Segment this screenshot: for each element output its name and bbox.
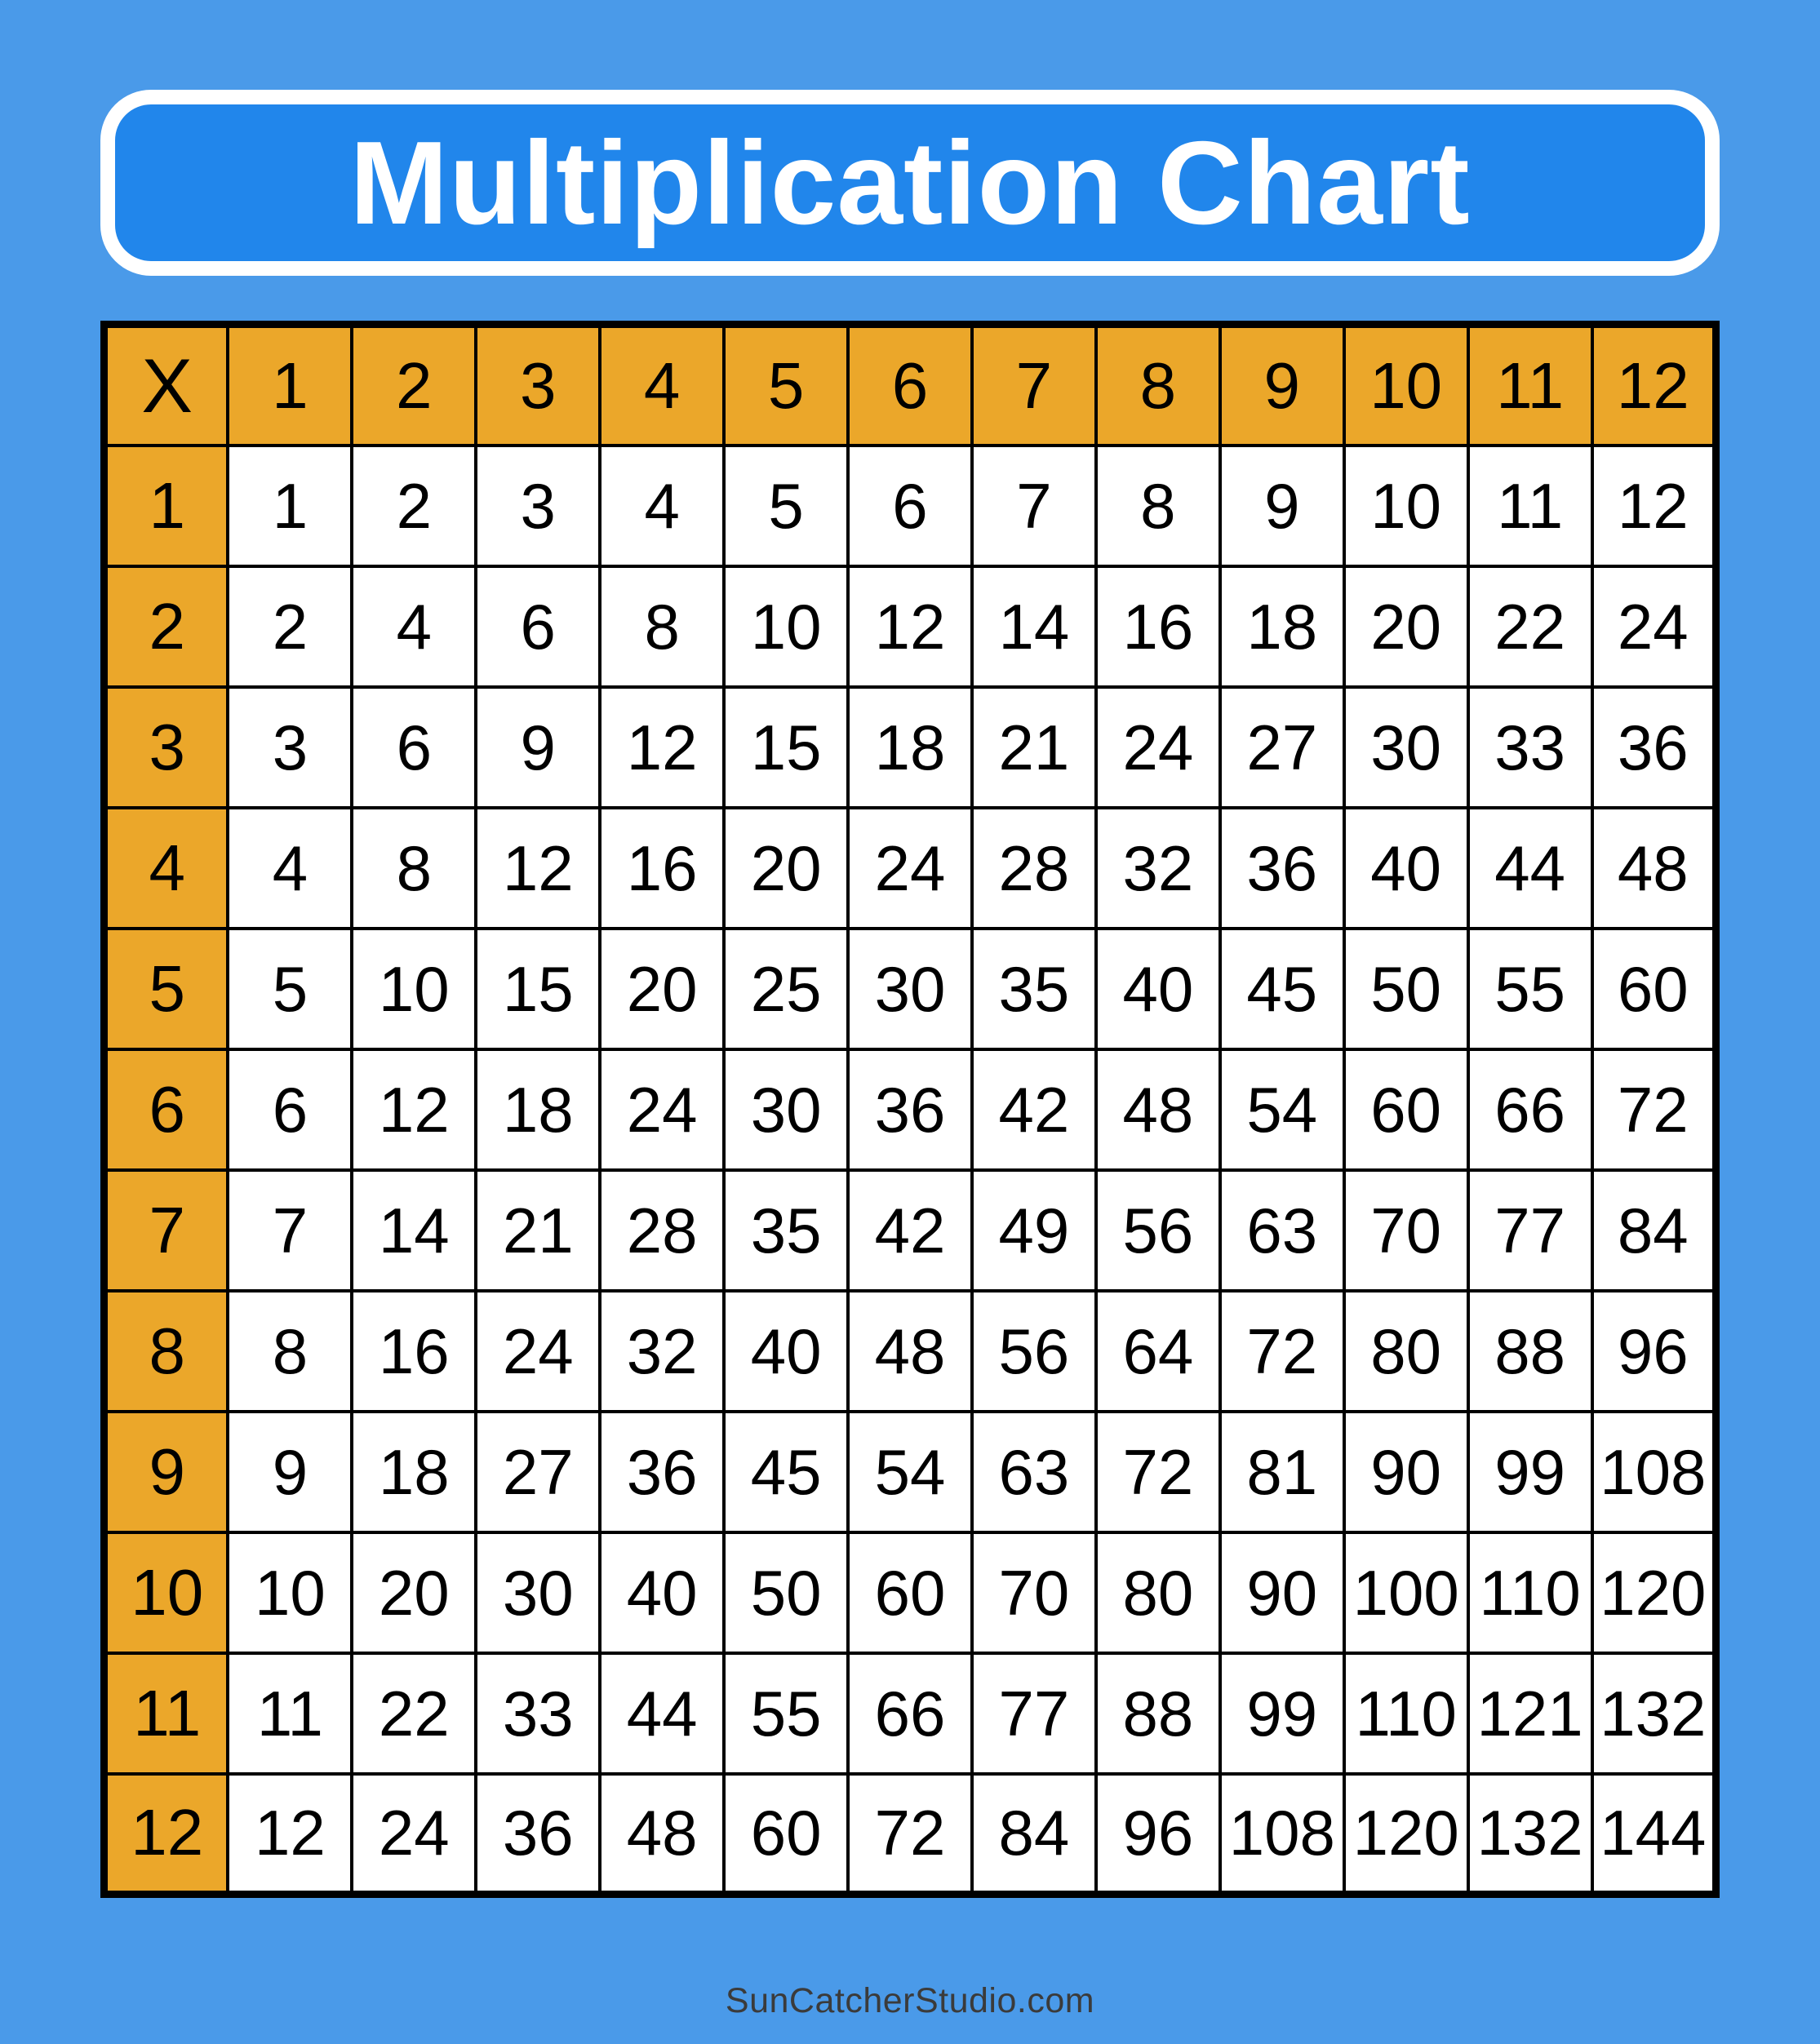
product-cell: 40: [1344, 808, 1468, 929]
table-row: [104, 446, 1716, 566]
product-cell: 60: [1592, 929, 1716, 1049]
product-cell: 35: [724, 1170, 848, 1291]
product-cell: 24: [1096, 687, 1220, 808]
header-row: [104, 325, 1716, 446]
product-cell: 84: [1592, 1170, 1716, 1291]
table-row: [104, 1774, 1716, 1895]
row-header: 1: [104, 446, 229, 566]
product-cell: 30: [724, 1049, 848, 1170]
page-title: Multiplication Chart: [349, 116, 1471, 249]
column-header: 8: [1096, 325, 1220, 446]
product-cell: 144: [1592, 1774, 1716, 1895]
product-cell: 18: [476, 1049, 600, 1170]
row-header: 5: [104, 929, 229, 1049]
product-cell: 33: [476, 1653, 600, 1774]
product-cell: 20: [724, 808, 848, 929]
product-cell: 10: [724, 566, 848, 687]
product-cell: 48: [1096, 1049, 1220, 1170]
product-cell: 27: [476, 1412, 600, 1532]
product-cell: 55: [1468, 929, 1592, 1049]
title-banner: [100, 90, 1720, 276]
product-cell: 1: [228, 446, 352, 566]
product-cell: 121: [1468, 1653, 1592, 1774]
product-cell: 24: [1592, 566, 1716, 687]
product-cell: 12: [352, 1049, 476, 1170]
table-row: [104, 566, 1716, 687]
table-row: [104, 1170, 1716, 1291]
product-cell: 18: [1220, 566, 1344, 687]
product-cell: 6: [228, 1049, 352, 1170]
product-cell: 80: [1344, 1291, 1468, 1412]
product-cell: 42: [972, 1049, 1096, 1170]
corner-cell: X: [104, 325, 229, 446]
product-cell: 5: [228, 929, 352, 1049]
product-cell: 6: [848, 446, 972, 566]
product-cell: 72: [848, 1774, 972, 1895]
product-cell: 60: [1344, 1049, 1468, 1170]
product-cell: 40: [600, 1532, 724, 1653]
product-cell: 132: [1592, 1653, 1716, 1774]
product-cell: 99: [1468, 1412, 1592, 1532]
product-cell: 9: [476, 687, 600, 808]
row-header: 8: [104, 1291, 229, 1412]
column-header: 4: [600, 325, 724, 446]
product-cell: 66: [1468, 1049, 1592, 1170]
product-cell: 45: [724, 1412, 848, 1532]
column-header: 3: [476, 325, 600, 446]
product-cell: 77: [1468, 1170, 1592, 1291]
product-cell: 64: [1096, 1291, 1220, 1412]
product-cell: 8: [600, 566, 724, 687]
product-cell: 108: [1220, 1774, 1344, 1895]
table-row: [104, 808, 1716, 929]
multiplication-table: [100, 321, 1720, 1898]
product-cell: 21: [476, 1170, 600, 1291]
product-cell: 4: [228, 808, 352, 929]
product-cell: 60: [848, 1532, 972, 1653]
product-cell: 44: [1468, 808, 1592, 929]
product-cell: 18: [352, 1412, 476, 1532]
product-cell: 11: [228, 1653, 352, 1774]
product-cell: 100: [1344, 1532, 1468, 1653]
product-cell: 36: [600, 1412, 724, 1532]
product-cell: 8: [228, 1291, 352, 1412]
product-cell: 63: [1220, 1170, 1344, 1291]
product-cell: 22: [352, 1653, 476, 1774]
row-header: 4: [104, 808, 229, 929]
product-cell: 12: [600, 687, 724, 808]
product-cell: 30: [848, 929, 972, 1049]
product-cell: 96: [1096, 1774, 1220, 1895]
table-row: [104, 1412, 1716, 1532]
product-cell: 16: [352, 1291, 476, 1412]
product-cell: 30: [476, 1532, 600, 1653]
product-cell: 90: [1220, 1532, 1344, 1653]
table-row: [104, 929, 1716, 1049]
product-cell: 110: [1468, 1532, 1592, 1653]
product-cell: 12: [848, 566, 972, 687]
product-cell: 32: [1096, 808, 1220, 929]
product-cell: 27: [1220, 687, 1344, 808]
column-header: 7: [972, 325, 1096, 446]
product-cell: 36: [1220, 808, 1344, 929]
product-cell: 33: [1468, 687, 1592, 808]
product-cell: 9: [228, 1412, 352, 1532]
product-cell: 81: [1220, 1412, 1344, 1532]
table-row: [104, 1532, 1716, 1653]
table-row: [104, 687, 1716, 808]
product-cell: 36: [848, 1049, 972, 1170]
product-cell: 24: [476, 1291, 600, 1412]
product-cell: 72: [1592, 1049, 1716, 1170]
product-cell: 24: [848, 808, 972, 929]
product-cell: 7: [972, 446, 1096, 566]
product-cell: 110: [1344, 1653, 1468, 1774]
product-cell: 20: [600, 929, 724, 1049]
product-cell: 4: [600, 446, 724, 566]
product-cell: 35: [972, 929, 1096, 1049]
product-cell: 44: [600, 1653, 724, 1774]
product-cell: 5: [724, 446, 848, 566]
row-header: 10: [104, 1532, 229, 1653]
product-cell: 4: [352, 566, 476, 687]
product-cell: 54: [1220, 1049, 1344, 1170]
product-cell: 48: [848, 1291, 972, 1412]
product-cell: 70: [1344, 1170, 1468, 1291]
product-cell: 12: [1592, 446, 1716, 566]
product-cell: 12: [476, 808, 600, 929]
product-cell: 120: [1344, 1774, 1468, 1895]
product-cell: 48: [1592, 808, 1716, 929]
column-header: 9: [1220, 325, 1344, 446]
product-cell: 36: [1592, 687, 1716, 808]
row-header: 12: [104, 1774, 229, 1895]
product-cell: 70: [972, 1532, 1096, 1653]
product-cell: 3: [476, 446, 600, 566]
column-header: 6: [848, 325, 972, 446]
product-cell: 20: [352, 1532, 476, 1653]
product-cell: 10: [352, 929, 476, 1049]
product-cell: 2: [228, 566, 352, 687]
column-header: 11: [1468, 325, 1592, 446]
product-cell: 11: [1468, 446, 1592, 566]
product-cell: 54: [848, 1412, 972, 1532]
product-cell: 80: [1096, 1532, 1220, 1653]
product-cell: 42: [848, 1170, 972, 1291]
product-cell: 90: [1344, 1412, 1468, 1532]
product-cell: 30: [1344, 687, 1468, 808]
product-cell: 10: [228, 1532, 352, 1653]
column-header: 5: [724, 325, 848, 446]
row-header: 11: [104, 1653, 229, 1774]
footer-credit: SunCatcherStudio.com: [725, 1981, 1095, 2020]
table-row: [104, 1291, 1716, 1412]
row-header: 2: [104, 566, 229, 687]
product-cell: 88: [1468, 1291, 1592, 1412]
product-cell: 50: [1344, 929, 1468, 1049]
product-cell: 96: [1592, 1291, 1716, 1412]
product-cell: 40: [1096, 929, 1220, 1049]
product-cell: 60: [724, 1774, 848, 1895]
column-header: 10: [1344, 325, 1468, 446]
column-header: 12: [1592, 325, 1716, 446]
product-cell: 49: [972, 1170, 1096, 1291]
product-cell: 120: [1592, 1532, 1716, 1653]
product-cell: 99: [1220, 1653, 1344, 1774]
product-cell: 56: [1096, 1170, 1220, 1291]
product-cell: 8: [352, 808, 476, 929]
product-cell: 6: [476, 566, 600, 687]
product-cell: 15: [476, 929, 600, 1049]
product-cell: 18: [848, 687, 972, 808]
product-cell: 132: [1468, 1774, 1592, 1895]
product-cell: 22: [1468, 566, 1592, 687]
product-cell: 108: [1592, 1412, 1716, 1532]
product-cell: 15: [724, 687, 848, 808]
product-cell: 63: [972, 1412, 1096, 1532]
product-cell: 24: [600, 1049, 724, 1170]
product-cell: 2: [352, 446, 476, 566]
product-cell: 45: [1220, 929, 1344, 1049]
product-cell: 32: [600, 1291, 724, 1412]
product-cell: 24: [352, 1774, 476, 1895]
product-cell: 72: [1096, 1412, 1220, 1532]
product-cell: 55: [724, 1653, 848, 1774]
product-cell: 8: [1096, 446, 1220, 566]
product-cell: 10: [1344, 446, 1468, 566]
row-header: 7: [104, 1170, 229, 1291]
product-cell: 88: [1096, 1653, 1220, 1774]
product-cell: 48: [600, 1774, 724, 1895]
row-header: 6: [104, 1049, 229, 1170]
product-cell: 56: [972, 1291, 1096, 1412]
product-cell: 77: [972, 1653, 1096, 1774]
product-cell: 14: [972, 566, 1096, 687]
table-row: [104, 1653, 1716, 1774]
product-cell: 7: [228, 1170, 352, 1291]
product-cell: 36: [476, 1774, 600, 1895]
product-cell: 3: [228, 687, 352, 808]
product-cell: 66: [848, 1653, 972, 1774]
product-cell: 9: [1220, 446, 1344, 566]
product-cell: 14: [352, 1170, 476, 1291]
table-row: [104, 1049, 1716, 1170]
product-cell: 16: [1096, 566, 1220, 687]
product-cell: 20: [1344, 566, 1468, 687]
product-cell: 50: [724, 1532, 848, 1653]
product-cell: 72: [1220, 1291, 1344, 1412]
product-cell: 28: [600, 1170, 724, 1291]
row-header: 9: [104, 1412, 229, 1532]
row-header: 3: [104, 687, 229, 808]
product-cell: 6: [352, 687, 476, 808]
product-cell: 16: [600, 808, 724, 929]
product-cell: 40: [724, 1291, 848, 1412]
column-header: 2: [352, 325, 476, 446]
product-cell: 28: [972, 808, 1096, 929]
column-header: 1: [228, 325, 352, 446]
product-cell: 25: [724, 929, 848, 1049]
product-cell: 84: [972, 1774, 1096, 1895]
product-cell: 21: [972, 687, 1096, 808]
product-cell: 12: [228, 1774, 352, 1895]
